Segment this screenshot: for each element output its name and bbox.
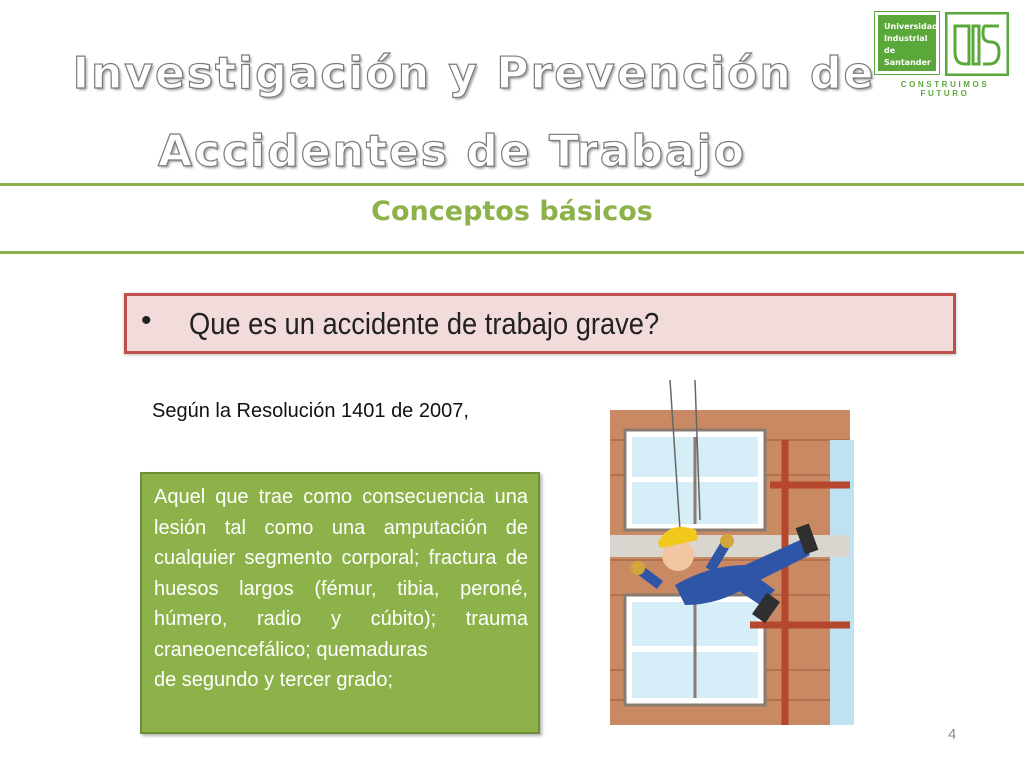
logo-line-1: Universidad	[884, 22, 938, 31]
logo-line-3: Santander	[884, 58, 931, 67]
university-logo	[875, 12, 1015, 98]
divider-bottom	[0, 251, 1024, 254]
resolution-text: Según la Resolución 1401 de 2007,	[152, 400, 469, 422]
question-text: Que es un accidente de trabajo grave?	[189, 306, 660, 341]
logo-line-2: Industrial de	[884, 34, 928, 55]
divider-top	[0, 183, 1024, 186]
logo-name-block	[875, 12, 939, 74]
question-box	[124, 293, 956, 354]
title-line-2: Accidentes de Trabajo	[157, 126, 747, 177]
bullet-point: •	[141, 304, 152, 337]
title-line-1: Investigación y Prevención de	[72, 48, 876, 99]
slide-subtitle: Conceptos básicos	[371, 196, 653, 227]
definition-box	[140, 472, 540, 734]
definition-text-end: de segundo y tercer grado;	[154, 669, 394, 691]
uis-emblem-icon	[945, 12, 1009, 76]
logo-tagline: CONSTRUIMOS FUTURO	[900, 80, 990, 98]
page-number: 4	[948, 726, 957, 743]
worker-falling-from-building-illustration	[600, 380, 860, 725]
definition-text: Aquel que trae como consecuencia una lesión tal como una amputación de cualquier segmento corporal; fractura de huesos largos (fémur, tibia, peroné, húmero, radio y cúbito); trauma craneoencefálico; quemaduras	[154, 486, 528, 661]
